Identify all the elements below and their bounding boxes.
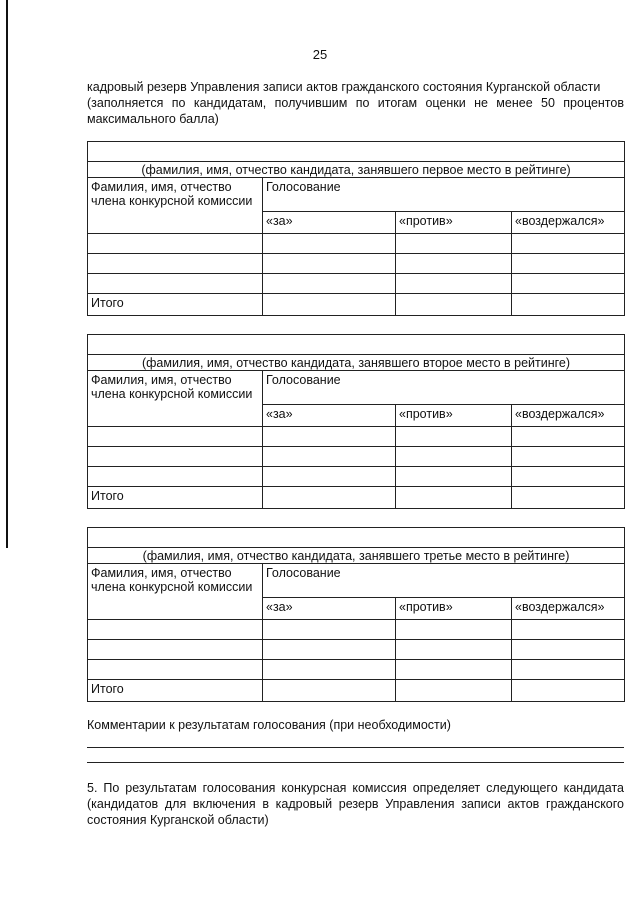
intro-line: кадровый резерв Управления записи актов гражданского состояния Курганской области (87, 80, 601, 94)
vote-against-header: «против» (396, 405, 512, 427)
voting-header: Голосование (263, 564, 625, 598)
total-cell[interactable] (263, 487, 396, 509)
vote-cell[interactable] (396, 234, 512, 254)
page-number: 25 (312, 47, 328, 62)
vote-abstain-header: «воздержался» (512, 212, 625, 234)
item-5-text: 5. По результатам голосования конкурсная комиссия определяет следующего кандидата (кандидатов для включения в кадровый резерв Управления записи актов гражданского состояния Курганской области) (87, 781, 624, 827)
total-label: Итого (88, 294, 263, 316)
vote-cell[interactable] (396, 660, 512, 680)
vote-cell[interactable] (396, 620, 512, 640)
vote-cell[interactable] (396, 254, 512, 274)
table-row (88, 660, 625, 680)
comments-line[interactable] (87, 733, 624, 748)
total-cell[interactable] (512, 294, 625, 316)
voting-table-first-place (87, 141, 625, 316)
member-header: Фамилия, имя, отчество члена конкурсной комиссии (88, 564, 263, 620)
vote-cell[interactable] (396, 274, 512, 294)
candidate-name-line (88, 142, 624, 162)
member-header: Фамилия, имя, отчество члена конкурсной комиссии (88, 371, 263, 427)
vote-cell[interactable] (512, 620, 625, 640)
table-row (88, 447, 625, 467)
intro-paragraph (87, 79, 624, 127)
voting-table-third-place (87, 527, 625, 702)
total-cell[interactable] (396, 294, 512, 316)
member-cell[interactable] (88, 620, 263, 640)
vote-abstain-header: «воздержался» (512, 598, 625, 620)
member-cell[interactable] (88, 274, 263, 294)
total-cell[interactable] (396, 487, 512, 509)
vote-cell[interactable] (263, 660, 396, 680)
voting-header: Голосование (263, 178, 625, 212)
vote-for-header: «за» (263, 212, 396, 234)
candidate-name-line (88, 335, 624, 355)
candidate-caption: (фамилия, имя, отчество кандидата, занявшего первое место в рейтинге) (141, 163, 571, 177)
total-cell[interactable] (512, 680, 625, 702)
vote-against-header: «против» (396, 598, 512, 620)
member-cell[interactable] (88, 427, 263, 447)
vote-cell[interactable] (263, 427, 396, 447)
comments-line[interactable] (87, 748, 624, 763)
candidate-name-cell[interactable] (88, 528, 625, 564)
candidate-name-cell[interactable] (88, 142, 625, 178)
member-cell[interactable] (88, 640, 263, 660)
vote-cell[interactable] (512, 254, 625, 274)
vote-cell[interactable] (263, 274, 396, 294)
total-label: Итого (88, 680, 263, 702)
total-cell[interactable] (263, 294, 396, 316)
vote-for-header: «за» (263, 598, 396, 620)
total-cell[interactable] (512, 487, 625, 509)
table-row (88, 467, 625, 487)
vote-for-header: «за» (263, 405, 396, 427)
vote-cell[interactable] (263, 254, 396, 274)
table-row (88, 254, 625, 274)
vote-cell[interactable] (512, 660, 625, 680)
comments-label: Комментарии к результатам голосования (при необходимости) (87, 718, 451, 732)
vote-abstain-header: «воздержался» (512, 405, 625, 427)
candidate-name-line (88, 528, 624, 548)
intro-line: (заполняется по кандидатам, получившим по итогам оценки не менее 50 процентов (87, 96, 624, 110)
vote-against-header: «против» (396, 212, 512, 234)
vote-cell[interactable] (396, 447, 512, 467)
member-cell[interactable] (88, 234, 263, 254)
scan-margin-line (6, 0, 8, 548)
vote-cell[interactable] (263, 234, 396, 254)
table-row (88, 234, 625, 254)
vote-cell[interactable] (512, 467, 625, 487)
vote-cell[interactable] (512, 447, 625, 467)
vote-cell[interactable] (263, 640, 396, 660)
candidate-caption: (фамилия, имя, отчество кандидата, занявшего третье место в рейтинге) (142, 549, 570, 563)
member-cell[interactable] (88, 447, 263, 467)
member-header: Фамилия, имя, отчество члена конкурсной комиссии (88, 178, 263, 234)
vote-cell[interactable] (263, 447, 396, 467)
total-cell[interactable] (263, 680, 396, 702)
vote-cell[interactable] (512, 427, 625, 447)
item-5-paragraph (87, 780, 624, 828)
vote-cell[interactable] (396, 467, 512, 487)
vote-cell[interactable] (396, 427, 512, 447)
member-cell[interactable] (88, 467, 263, 487)
intro-line: максимального балла) (87, 112, 219, 126)
vote-cell[interactable] (263, 620, 396, 640)
member-cell[interactable] (88, 660, 263, 680)
vote-cell[interactable] (512, 640, 625, 660)
table-row (88, 274, 625, 294)
voting-table-second-place (87, 334, 625, 509)
table-row (88, 620, 625, 640)
voting-header: Голосование (263, 371, 625, 405)
candidate-name-cell[interactable] (88, 335, 625, 371)
vote-cell[interactable] (512, 234, 625, 254)
member-cell[interactable] (88, 254, 263, 274)
vote-cell[interactable] (263, 467, 396, 487)
total-cell[interactable] (396, 680, 512, 702)
comments-section (87, 717, 624, 763)
vote-cell[interactable] (512, 274, 625, 294)
vote-cell[interactable] (396, 640, 512, 660)
candidate-caption: (фамилия, имя, отчество кандидата, занявшего второе место в рейтинге) (141, 356, 571, 370)
table-row (88, 427, 625, 447)
total-label: Итого (88, 487, 263, 509)
table-row (88, 640, 625, 660)
